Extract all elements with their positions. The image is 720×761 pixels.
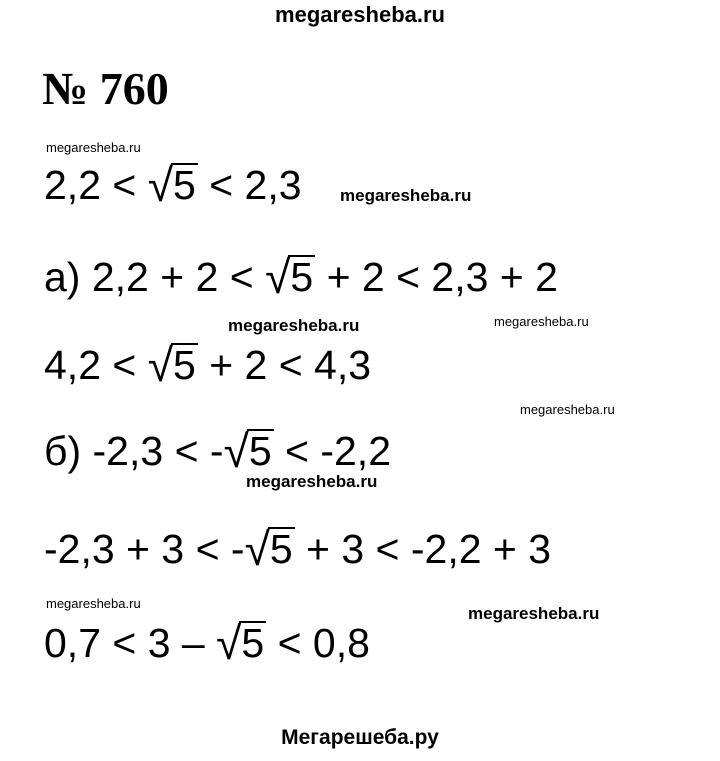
- inequality-a-2: [44, 339, 372, 391]
- inequality-b-2: [44, 523, 552, 575]
- watermark-top: megaresheba.ru: [275, 2, 445, 27]
- expr-right: < -2,2: [273, 428, 391, 474]
- expr-right: < 0,8: [266, 620, 370, 666]
- expr-left: 0,7 < 3 –: [44, 620, 217, 666]
- sqrt: √5: [147, 339, 196, 391]
- radicand: 5: [248, 428, 272, 474]
- expr-right: + 3 < -2,2 + 3: [294, 526, 552, 572]
- radicand: 5: [241, 620, 265, 666]
- expr-right: + 2 < 2,3 + 2: [315, 254, 558, 300]
- expr-left: а) 2,2 + 2 <: [44, 254, 266, 300]
- expr-right: + 2 < 4,3: [197, 342, 372, 388]
- problem-number: № 760: [42, 63, 169, 114]
- expr-left: б) -2,3 < -: [44, 428, 224, 474]
- watermark-small: megaresheba.ru: [494, 314, 589, 329]
- watermark-mid: megaresheba.ru: [468, 604, 600, 623]
- inequality-a-1: [44, 251, 558, 303]
- inequality-b-1: [44, 425, 391, 477]
- watermark-mid: megaresheba.ru: [246, 472, 378, 491]
- watermark-mid: megaresheba.ru: [228, 316, 360, 335]
- expr-left: -2,3 + 3 < -: [44, 526, 245, 572]
- sqrt: √5: [223, 425, 272, 477]
- inequality-given: [44, 159, 302, 211]
- radicand: 5: [269, 526, 293, 572]
- watermark-small: megaresheba.ru: [46, 596, 141, 611]
- watermark-mid: megaresheba.ru: [340, 186, 472, 205]
- watermark-bottom: Мегарешеба.ру: [281, 726, 439, 749]
- expr-right: < 2,3: [197, 162, 302, 208]
- sqrt: √5: [147, 159, 196, 211]
- inequality-b-3: [44, 617, 370, 669]
- expr-left: 2,2 <: [44, 162, 148, 208]
- watermark-small: megaresheba.ru: [46, 140, 141, 155]
- radicand: 5: [172, 342, 196, 388]
- expr-left: 4,2 <: [44, 342, 148, 388]
- watermark-small: megaresheba.ru: [520, 402, 615, 417]
- sqrt: √5: [216, 617, 265, 669]
- sqrt: √5: [244, 523, 293, 575]
- sqrt: √5: [265, 251, 314, 303]
- radicand: 5: [290, 254, 314, 300]
- radicand: 5: [172, 162, 196, 208]
